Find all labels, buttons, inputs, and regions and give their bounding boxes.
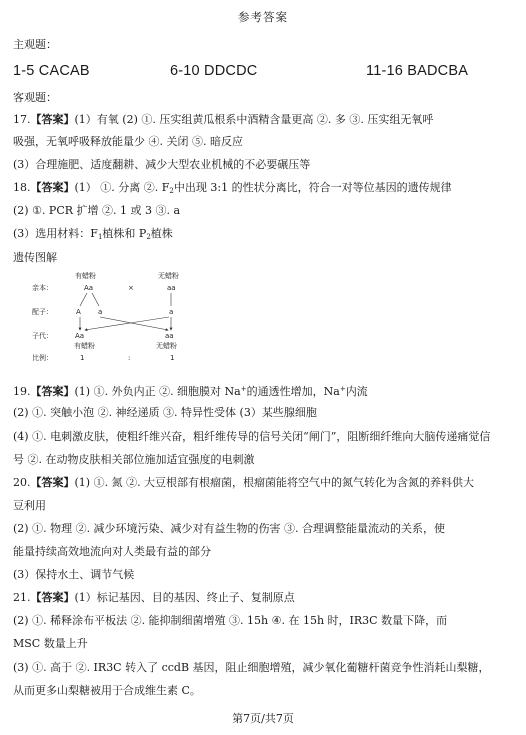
q19-line-2: (2) ①. 突触小泡 ②. 神经递质 ③. 特异性受体 (3）某些腺细胞 bbox=[13, 406, 317, 419]
q19-text-1c: 内流 bbox=[345, 385, 368, 398]
q18-sub-f1: 1 bbox=[97, 233, 103, 241]
q21-text-1: (1）标记基因、目的基因、终止子、复制原点 bbox=[74, 591, 295, 604]
ratio-value-1: 1 bbox=[80, 354, 85, 362]
q20-text-1: (1) ①. 氮 ②. 大豆根部有根瘤菌，根瘤菌能将空气中的氮气转化为含氮的养料供大 bbox=[74, 476, 475, 489]
gamete-a-2: a bbox=[169, 308, 174, 316]
q17-number: 17. bbox=[13, 113, 31, 126]
meiosis-line-2 bbox=[92, 293, 99, 306]
q20-number: 20. bbox=[13, 476, 31, 489]
offspring1-phenotype: 有蜡粉 bbox=[74, 342, 95, 350]
q19-number: 19. bbox=[13, 385, 31, 398]
q19-text-1b: 的通透性增加，Na bbox=[246, 385, 340, 398]
ratio-colon: : bbox=[128, 354, 131, 362]
inheritance-diagram bbox=[30, 272, 230, 364]
cross-symbol: × bbox=[128, 284, 134, 292]
q19-answer-tag: 【答案】 bbox=[30, 385, 75, 398]
subjective-heading: 客观题： bbox=[13, 91, 57, 104]
q17-line-3: (3）合理施肥、适度翻耕、减少大型农业机械的不必要碾压等 bbox=[13, 158, 311, 171]
q20-line-1 bbox=[13, 476, 474, 490]
q19-sup-1: + bbox=[240, 385, 247, 393]
gamete-A: A bbox=[76, 308, 81, 316]
answers-group-2: 6-10 DDCDC bbox=[170, 63, 258, 79]
q19-text-1a: (1) ①. 外负内正 ②. 细胞膜对 Na bbox=[74, 385, 241, 398]
q19-sup-2: + bbox=[339, 385, 346, 393]
ratio-label: 比例： bbox=[32, 354, 53, 362]
q19-line-4: 号 ②. 在动物皮肤相关部位施加适宜强度的电刺激 bbox=[13, 453, 255, 466]
diagram-title: 遗传图解 bbox=[13, 251, 57, 264]
q18-sub-f2: 2 bbox=[169, 187, 174, 195]
parent1-genotype: Aa bbox=[84, 284, 94, 292]
q18-line-3 bbox=[13, 227, 173, 244]
q18-text-3c: 植株 bbox=[150, 227, 173, 240]
q17-text-1: (1）有氧 (2) ①. 压实组黄瓜根系中酒精含量更高 ②. 多 ③. 压实组无氧呼 bbox=[74, 113, 434, 126]
q20-answer-tag: 【答案】 bbox=[30, 476, 75, 489]
q21-answer-tag: 【答案】 bbox=[30, 591, 75, 604]
parent-label: 亲本： bbox=[32, 284, 53, 292]
q20-line-4: 能量持续高效地流向对人类最有益的部分 bbox=[13, 545, 211, 558]
objective-heading: 主观题： bbox=[13, 38, 57, 51]
parent2-genotype: aa bbox=[167, 284, 176, 292]
q19-line-3: (4) ①. 电刺激皮肤，使粗纤维兴奋，粗纤维传导的信号关闭“闸门”，阻断细纤维向大脑传递痛觉信 bbox=[13, 430, 491, 443]
q21-number: 21. bbox=[13, 591, 31, 604]
q21-line-2: (2) ①. 稀释涂布平板法 ②. 能抑制细菌增殖 ③. 15h ④. 在 15h 时，IR3C 数量下降，而 bbox=[13, 614, 448, 627]
q17-answer-tag: 【答案】 bbox=[30, 113, 75, 126]
offspring2-phenotype: 无蜡粉 bbox=[156, 342, 177, 350]
offspring1-genotype: Aa bbox=[75, 332, 85, 340]
q18-line-1 bbox=[13, 181, 452, 198]
page-title: 参考答案 bbox=[238, 10, 288, 24]
parent2-phenotype: 无蜡粉 bbox=[158, 272, 179, 280]
q18-number: 18. bbox=[13, 181, 31, 194]
q18-text-1a: (1） ①. 分离 ②. F bbox=[74, 181, 170, 194]
ratio-value-2: 1 bbox=[170, 354, 175, 362]
q20-line-5: (3）保持水土、调节气候 bbox=[13, 568, 135, 581]
q20-line-3: (2) ①. 物理 ②. 减少环境污染、减少对有益生物的伤害 ③. 合理调整能量流动的关系，使 bbox=[13, 522, 446, 535]
gamete-a-1: a bbox=[98, 308, 103, 316]
q20-line-2: 豆利用 bbox=[13, 499, 46, 512]
q18-text-3b: 植株和 P bbox=[102, 227, 147, 240]
q18-line-2: (2) ①. PCR 扩增 ②. 1 或 3 ③. a bbox=[13, 204, 181, 217]
answers-group-1: 1-5 CACAB bbox=[13, 63, 90, 79]
parent1-phenotype: 有蜡粉 bbox=[75, 272, 96, 280]
q17-line-2: 吸强，无氧呼吸释放能量少 ④. 关闭 ⑤. 暗反应 bbox=[13, 135, 243, 148]
q21-line-1 bbox=[13, 591, 295, 605]
q17-line-1 bbox=[13, 113, 433, 127]
offspring-label: 子代： bbox=[32, 332, 53, 340]
q18-text-1b: 中出现 3:1 的性状分离比，符合一对等位基因的遗传规律 bbox=[173, 181, 452, 194]
q18-answer-tag: 【答案】 bbox=[30, 181, 75, 194]
q21-line-4: (3) ①. 高于 ②. IR3C 转入了 ccdB 基因，阻止细胞增殖，减少氧化葡糖杆菌竞争性消耗山梨糖， bbox=[13, 661, 490, 674]
page-footer: 第7页/共7页 bbox=[232, 712, 294, 725]
q18-text-3a: (3）选用材料：F bbox=[13, 227, 98, 240]
q19-line-1 bbox=[13, 382, 368, 399]
q21-line-5: 从而更多山梨糖被用于合成维生素 C。 bbox=[13, 684, 201, 697]
q18-sub-p2: 2 bbox=[146, 233, 151, 241]
gamete-label: 配子： bbox=[32, 308, 53, 316]
meiosis-line-1 bbox=[80, 293, 87, 306]
answers-group-3: 11-16 BADCBA bbox=[366, 63, 469, 79]
offspring2-genotype: aa bbox=[165, 332, 174, 340]
q21-line-3: MSC 数量上升 bbox=[13, 637, 88, 650]
